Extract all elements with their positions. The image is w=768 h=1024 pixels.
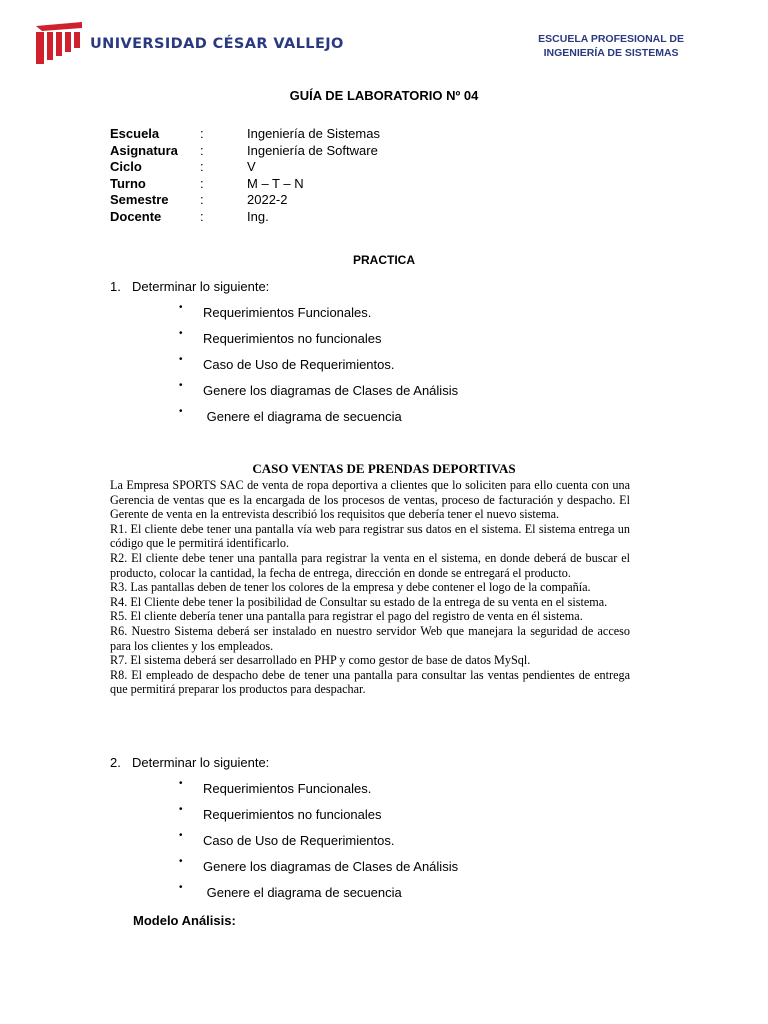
bullet-icon: •: [179, 856, 183, 867]
list-item-text: Caso de Uso de Requerimientos.: [203, 357, 395, 372]
info-colon: :: [200, 175, 204, 191]
info-colon: :: [200, 159, 204, 174]
bullet-icon: •: [179, 830, 183, 841]
list-item-text: Genere el diagrama de secuencia: [203, 409, 402, 424]
list-item-text: Requerimientos Funcionales.: [203, 305, 372, 320]
section-heading-practica: PRACTICA: [353, 253, 415, 267]
bullet-icon: •: [179, 882, 183, 893]
bullet-icon: •: [179, 302, 183, 313]
list-item-text: Requerimientos Funcionales.: [203, 781, 372, 796]
numbered-item-2: [110, 755, 269, 770]
bullet-icon: •: [179, 406, 183, 417]
case-paragraph: R6. Nuestro Sistema deberá ser instalado en nuestro servidor Web que manejara la seguridad de acceso para los clientes y los empleados.: [110, 623, 630, 653]
school-line-1: ESCUELA PROFESIONAL DE: [538, 33, 684, 45]
info-colon: :: [200, 208, 204, 224]
info-label: Escuela: [110, 126, 160, 141]
school-name: [538, 32, 684, 60]
case-paragraph: R8. El empleado de despacho debe de tener una pantalla para consultar las ventas pendientes de entrega que permitirá preparar los productos para despachar.: [110, 667, 630, 697]
info-label: Ciclo: [110, 159, 142, 174]
ucv-emblem-icon: [36, 22, 84, 64]
info-value: V: [247, 159, 256, 174]
list-item-text: Requerimientos no funcionales: [203, 331, 382, 346]
case-body: [110, 478, 630, 697]
list-item-text: Genere los diagramas de Clases de Análisis: [203, 383, 459, 398]
case-paragraph: R3. Las pantallas deben de tener los colores de la empresa y debe contener el logo de la compañía.: [110, 580, 591, 595]
info-label: Semestre: [110, 192, 169, 207]
item-text: Determinar lo siguiente:: [132, 279, 270, 294]
info-label: Asignatura: [110, 142, 178, 158]
info-value: Ing.: [247, 208, 269, 224]
info-value: 2022-2: [247, 192, 288, 207]
item-text: Determinar lo siguiente:: [132, 755, 270, 770]
case-paragraph: R5. El cliente debería tener una pantalla para registrar el pago del registro de venta en él sistema.: [110, 609, 583, 624]
case-paragraph: R4. El Cliente debe tener la posibilidad de Consultar su estado de la entrega de su venta en el sistema.: [110, 594, 608, 609]
page-title: GUÍA DE LABORATORIO Nº 04: [289, 88, 479, 103]
item-number: 2.: [110, 755, 121, 770]
item-number: 1.: [110, 279, 121, 294]
bullet-icon: •: [179, 778, 183, 789]
case-title: CASO VENTAS DE PRENDAS DEPORTIVAS: [252, 461, 516, 476]
info-colon: :: [200, 192, 204, 207]
numbered-item-1: [110, 279, 269, 294]
list-item-text: Requerimientos no funcionales: [203, 807, 382, 822]
info-value: M – T – N: [247, 175, 304, 191]
case-paragraph: La Empresa SPORTS SAC de venta de ropa deportiva a clientes que lo soliciten para ello cuenta con una Gerencia de ventas que es la encargada de los procesos de ventas, proceso de facturación y despacho. El Gerente de venta en la entrevista describió los requisitos que debería tener el nuevo sistema.: [110, 478, 630, 522]
logo-wordmark: UNIVERSIDAD CÉSAR VALLEJO: [90, 36, 344, 52]
list-item-text: Genere los diagramas de Clases de Análisis: [203, 859, 459, 874]
info-value: Ingeniería de Sistemas: [247, 126, 380, 141]
info-label: Docente: [110, 208, 162, 224]
modelo-analisis-heading: Modelo Análisis:: [133, 913, 236, 928]
case-paragraph: R1. El cliente debe tener una pantalla vía web para registrar sus datos en el sistema. El sistema entrega un código que le permitirá identificarlo.: [110, 521, 630, 551]
bullet-icon: •: [179, 328, 183, 339]
info-colon: :: [200, 142, 204, 158]
list-item-text: Caso de Uso de Requerimientos.: [203, 833, 395, 848]
info-value: Ingeniería de Software: [247, 142, 378, 158]
info-label: Turno: [110, 175, 146, 191]
list-item-text: Genere el diagrama de secuencia: [203, 885, 402, 900]
bullet-icon: •: [179, 804, 183, 815]
info-colon: :: [200, 126, 204, 141]
school-line-2: INGENIERÍA DE SISTEMAS: [543, 47, 679, 59]
bullet-icon: •: [179, 354, 183, 365]
bullet-icon: •: [179, 380, 183, 391]
case-paragraph: R7. El sistema deberá ser desarrollado en PHP y como gestor de base de datos MySql.: [110, 653, 531, 668]
case-paragraph: R2. El cliente debe tener una pantalla para registrar la venta en el sistema, en donde deberá de buscar el producto, colocar la cantidad, la fecha de entrega, dirección en donde se entregará el producto.: [110, 550, 630, 580]
